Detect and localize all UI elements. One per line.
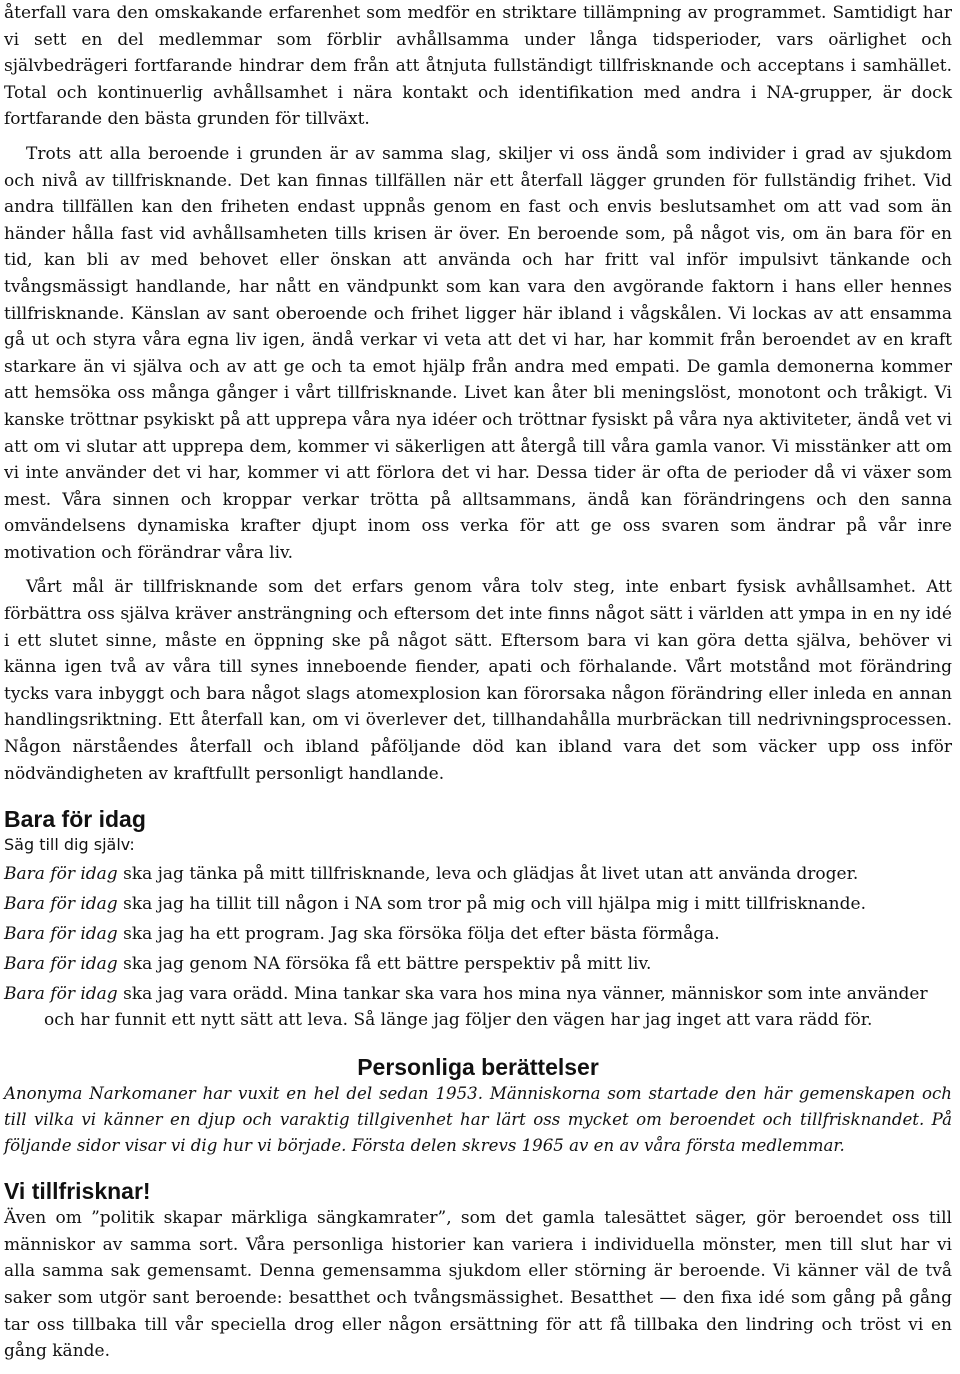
just-for-today-item	[4, 921, 952, 947]
just-for-today-item	[4, 981, 952, 1033]
item-text: ska jag ha tillit till någon i NA som tror på mig och vill hjälpa mig i mitt tillfrisknande.	[117, 894, 866, 915]
document-page	[4, 0, 952, 1365]
paragraph-individual-differences: Trots att alla beroende i grunden är av samma slag, skiljer vi oss ändå som individer i grad av sjukdom och nivå av tillfrisknande. Det kan finnas tillfällen när ett återfall lägger grunden för fullständig frihet. Vid andra tillfällen kan den friheten endast uppnås genom en fast och envis beslutsamhet om att vad som än händer hålla fast vid avhållsamheten tills krisen är över. En beroende som, på något vis, om än bara för en tid, kan bli av med behovet eller önskan att använda och har fritt val inför impulsivt tänkande och tvångsmässigt handlande, har nått en vändpunkt som kan vara den avgörande faktorn i hans eller hennes tillfrisknande. Känslan av sant oberoende och frihet ligger här ibland i vågskålen. Vi lockas av att ensamma gå ut och styra våra egna liv igen, ändå verkar vi veta att det vi har, har kommit från beroendet av en kraft starkare än vi själva och av att ge och ta emot hjälp från andra med empati. De gamla demonerna kommer att hemsöka oss många gånger i vårt tillfrisknande. Livet kan åter bli meningslöst, monotont och tråkigt. Vi kanske tröttnar psykiskt på att upprepa våra nya idéer och tröttnar fysiskt på våra nya aktiviteter, ändå vet vi att om vi slutar att upprepa dem, kommer vi säkerligen att återgå till våra gamla vanor. Vi misstänker att om vi inte använder det vi har, kommer vi att förlora det vi har. Dessa tider är ofta de perioder då vi växer som mest. Våra sinnen och kroppar verkar trötta på alltsammans, ändå kan förändringens och den sanna omvändelsens dynamiska krafter djupt inom oss verka för att ge oss svaren som ändrar på vår inre motivation och förändrar våra liv.	[4, 143, 952, 563]
paragraph-recovery-goal: Vårt mål är tillfrisknande som det erfars genom våra tolv steg, inte enbart fysisk avhållsamhet. Att förbättra oss själva kräver ansträngning och eftersom det inte finns något sätt i världen att ympa in en ny idé i ett slutet sinne, måste en öppning ske på något sätt. Eftersom bara vi kan göra detta själva, behöver vi känna igen två av våra till synes inneboende fiender, apati och förhalande. Vårt motstånd mot förändring tycks vara inbyggt och bara något slags atomexplosion kan förorsaka någon förändring eller inleda en annan handlingsriktning. Ett återfall kan, om vi överlever det, tillhandahålla murbräckan till nedrivningsprocessen. Någon närståendes återfall och ibland påföljande död kan ibland vara det som väcker upp oss inför nödvändigheten av kraftfullt personligt handlande.	[4, 577, 952, 784]
item-text: ska jag tänka på mitt tillfrisknande, leva och glädjas åt livet utan att använda droger.	[117, 864, 859, 885]
just-for-today-item	[4, 891, 952, 917]
item-text: ska jag genom NA försöka få ett bättre perspektiv på mitt liv.	[117, 954, 652, 975]
just-for-today-prompt: Säg till dig själv:	[4, 835, 135, 855]
item-lead: Bara för idag	[4, 924, 118, 945]
item-lead: Bara för idag	[4, 864, 118, 885]
paragraph-relapse-experience: återfall vara den omskakande erfarenhet som medför en striktare tillämpning av programmet. Samtidigt har vi sett en del medlemmar som förblir avhållsamma under långa tidsperioder, vars oärlighet och självbedrägeri fortfarande hindrar dem från att åtnjuta fullständigt tillfrisknande och acceptans i samhället. Total och kontinuerlig avhållsamhet i nära kontakt och identifikation med andra i NA-grupper, är dock fortfarande den bästa grunden för tillväxt.	[4, 3, 952, 130]
item-lead: Bara för idag	[4, 984, 118, 1005]
just-for-today-item	[4, 951, 952, 977]
item-text: ska jag ha ett program. Jag ska försöka följa det efter bästa förmåga.	[117, 924, 720, 945]
paragraph-we-recover: Även om ”politik skapar märkliga sängkamrater”, som det gamla talesättet säger, gör beroendet oss till människor av samma sort. Våra personliga historier kan variera i individuella mönster, men till slut har vi alla samma sak gemensamt. Denna gemensamma sjukdom eller störning är beroende. Vi känner väl de två saker som utgör sant beroende: besatthet och tvångsmässighet. Besatthet — den fixa idé som gång på gång tar oss tillbaka till vår speciella drog eller någon ersättning för att få tillbaka den lindring och tröst vi en gång kände.	[4, 1208, 952, 1362]
item-lead: Bara för idag	[4, 894, 118, 915]
heading-personal-stories: Personliga berättelser	[357, 1054, 599, 1081]
item-text: ska jag vara orädd. Mina tankar ska vara hos mina nya vänner, människor som inte använder och har funnit ett nytt sätt att leva. Så länge jag följer den vägen har jag inget att vara rädd för.	[44, 984, 928, 1031]
personal-stories-intro: Anonyma Narkomaner har vuxit en hel del sedan 1953. Människorna som startade den här gemenskapen och till vilka vi känner en djup och varaktig tillgivenhet har lärt oss mycket om beroendet och tillfrisknandet. På följande sidor visar vi dig hur vi började. Första delen skrevs 1965 av en av våra första medlemmar.	[4, 1084, 952, 1156]
item-lead: Bara för idag	[4, 954, 118, 975]
heading-we-recover: Vi tillfrisknar!	[4, 1178, 151, 1205]
just-for-today-item	[4, 861, 952, 887]
heading-just-for-today: Bara för idag	[4, 806, 146, 833]
